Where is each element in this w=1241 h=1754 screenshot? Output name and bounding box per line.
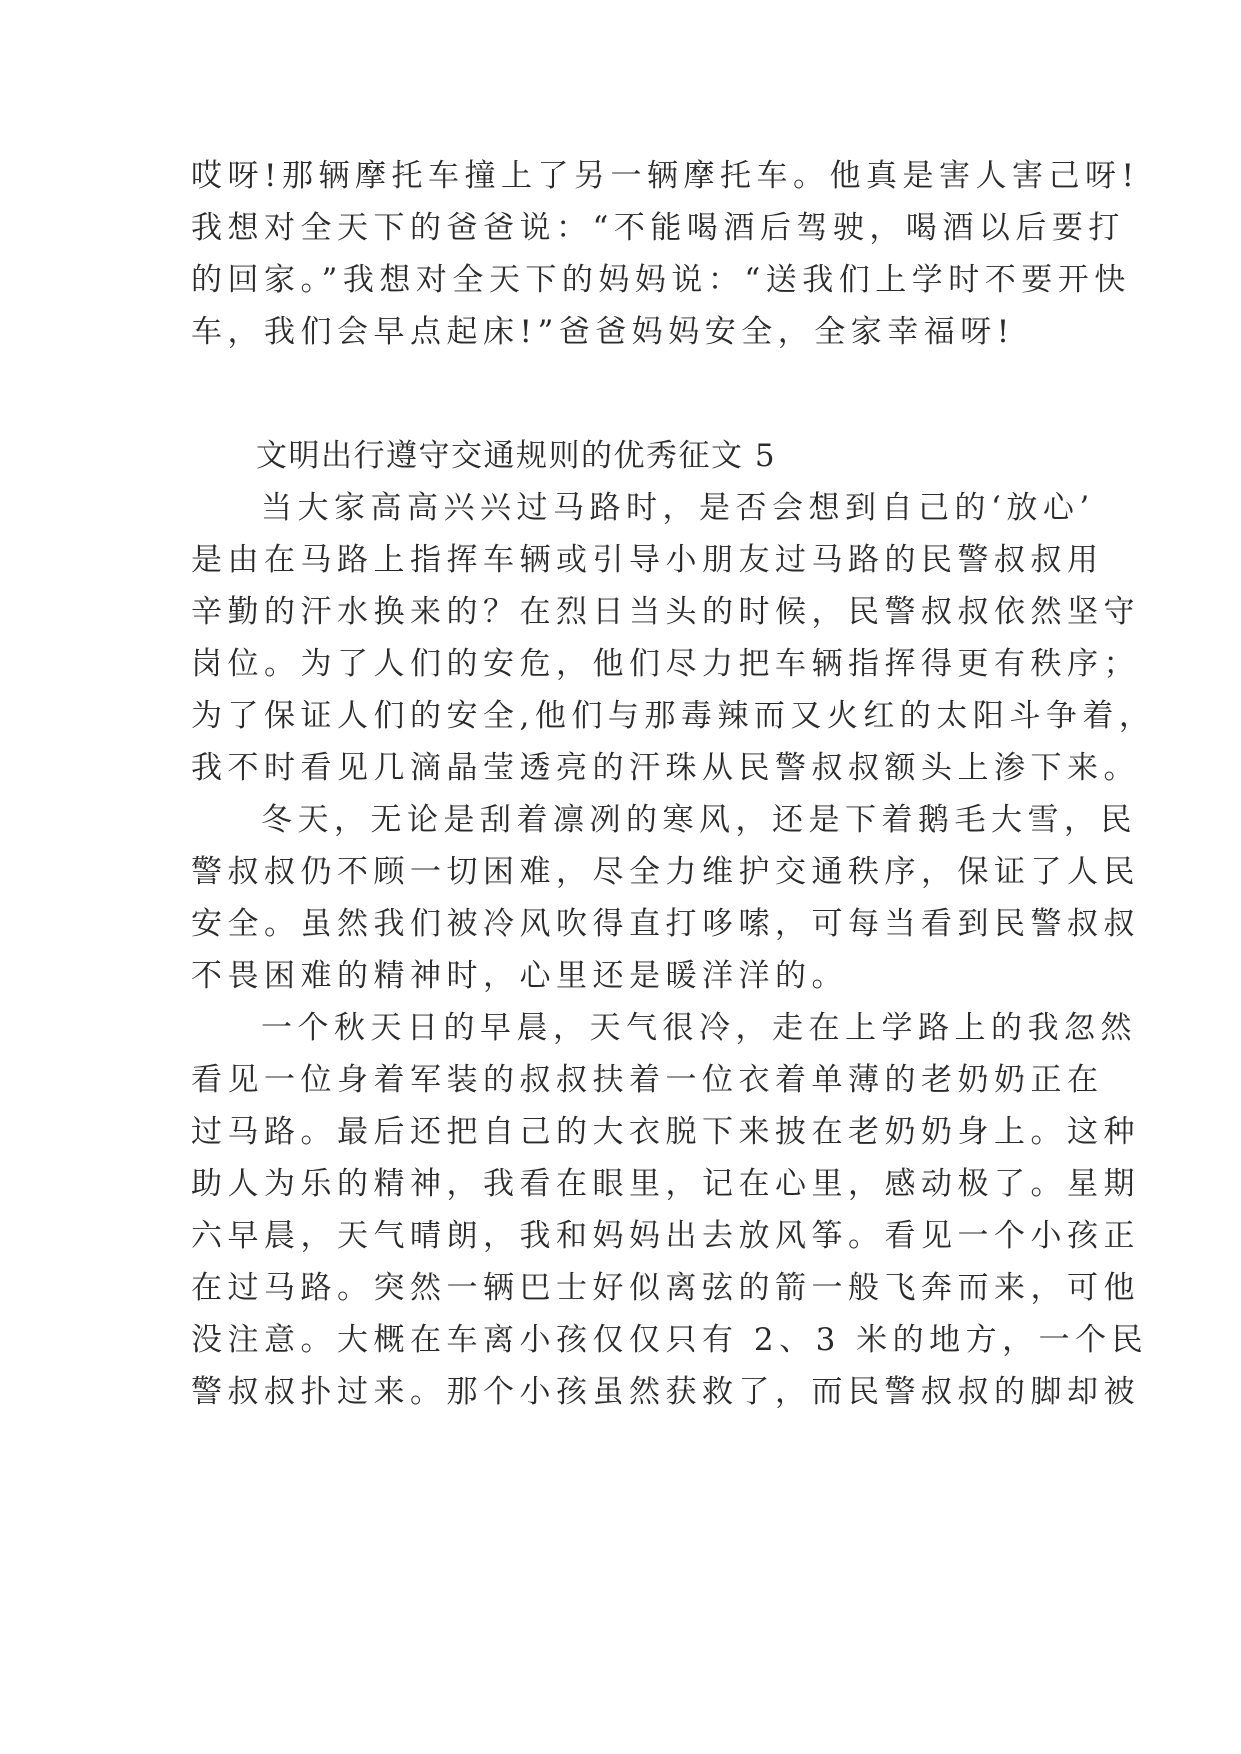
text-line: 我想对全天下的爸爸说：“不能喝酒后驾驶，喝酒以后要打 — [191, 210, 1125, 246]
text-line: 为了保证人们的安全,他们与那毒辣而又火红的太阳斗争着， — [191, 698, 1156, 734]
text-line: 安全。虽然我们被冷风吹得直打哆嗦，可每当看到民警叔叔 — [191, 906, 1140, 942]
text-line: 车，我们会早点起床!”爸爸妈妈安全，全家幸福呀! — [191, 314, 1015, 350]
paragraph-2 — [191, 482, 1156, 794]
paragraph-3 — [191, 794, 1140, 1002]
text-line: 的回家。”我想对全天下的妈妈说：“送我们上学时不要开快 — [191, 262, 1131, 298]
text-line: 警叔叔仍不顾一切困难，尽全力维护交通秩序，保证了人民 — [191, 854, 1140, 890]
paragraph-gap — [191, 358, 1053, 430]
text-line: 岗位。为了人们的安危，他们尽力把车辆指挥得更有秩序； — [191, 646, 1140, 682]
text-line: 警叔叔扑过来。那个小孩虽然获救了，而民警叔叔的脚却被 — [191, 1374, 1140, 1410]
text-line: 不畏困难的精神时，心里还是暖洋洋的。 — [191, 958, 848, 994]
text-line: 助人为乐的精神，我看在眼里，记在心里，感动极了。星期 — [191, 1166, 1140, 1202]
text-line: 当大家高高兴兴过马路时，是否会想到自己的‘放心’ — [261, 490, 1095, 526]
text-line: 冬天，无论是刮着凛冽的寒风，还是下着鹅毛大雪，民 — [261, 802, 1137, 838]
text-line: 六早晨，天气晴朗，我和妈妈出去放风筝。看见一个小孩正 — [191, 1218, 1140, 1254]
paragraph-4 — [191, 1002, 1149, 1418]
text-line: 是由在马路上指挥车辆或引导小朋友过马路的民警叔叔用 — [191, 542, 1104, 578]
text-line: 看见一位身着军装的叔叔扶着一位衣着单薄的老奶奶正在 — [191, 1062, 1104, 1098]
text-line: 过马路。最后还把自己的大衣脱下来披在老奶奶身上。这种 — [191, 1114, 1140, 1150]
text-line: 哎呀!那辆摩托车撞上了另一辆摩托车。他真是害人害己呀! — [191, 158, 1140, 194]
section-heading: 文明出行遵守交通规则的优秀征文 5 — [256, 438, 777, 474]
text-line: 在过马路。突然一辆巴士好似离弦的箭一般飞奔而来，可他 — [191, 1270, 1140, 1306]
text-line: 一个秋天日的早晨，天气很冷，走在上学路上的我忽然 — [261, 1010, 1137, 1046]
text-line: 没注意。大概在车离小孩仅仅只有 2、3 米的地方，一个民 — [191, 1322, 1149, 1358]
text-line: 我不时看见几滴晶莹透亮的汗珠从民警叔叔额头上渗下来。 — [191, 750, 1140, 786]
document-body — [191, 150, 1156, 1418]
paragraph-1 — [191, 150, 1140, 358]
text-line: 辛勤的汗水换来的？在烈日当头的时候，民警叔叔依然坚守 — [191, 594, 1140, 630]
